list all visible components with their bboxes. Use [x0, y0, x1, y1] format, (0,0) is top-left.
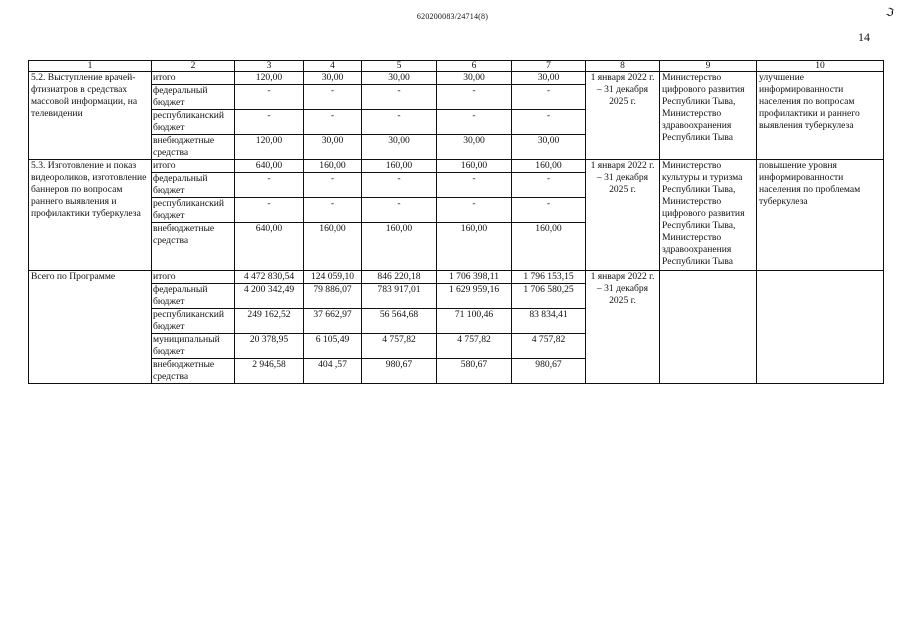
document-code: 620200083/24714(8): [416, 12, 489, 21]
column-header: 10: [757, 61, 884, 72]
funding-source: итого: [152, 160, 235, 173]
value-cell: -: [512, 173, 586, 198]
executor-cell: Министерство цифрового развития Республики Тыва, Министерство здравоохранения Республики Тыва: [660, 72, 757, 160]
value-cell: -: [362, 173, 437, 198]
value-cell: -: [437, 85, 512, 110]
funding-source: федеральный бюджет: [152, 173, 235, 198]
value-cell: -: [235, 173, 304, 198]
value-cell: 1 796 153,15: [512, 271, 586, 284]
value-cell: 404 ,57: [304, 359, 362, 384]
value-cell: 30,00: [304, 135, 362, 160]
executor-cell: [660, 271, 757, 384]
value-cell: -: [235, 110, 304, 135]
corner-mark-icon: ℑ: [884, 6, 895, 20]
value-cell: -: [437, 198, 512, 223]
result-cell: [757, 271, 884, 384]
column-header: 2: [152, 61, 235, 72]
value-cell: 160,00: [437, 160, 512, 173]
value-cell: 4 757,82: [437, 334, 512, 359]
value-cell: -: [362, 198, 437, 223]
funding-source: внебюджетные средства: [152, 359, 235, 384]
value-cell: 30,00: [362, 135, 437, 160]
value-cell: 30,00: [437, 72, 512, 85]
period-cell: 1 января 2022 г. – 31 декабря 2025 г.: [586, 72, 660, 160]
activity-name: Всего по Программе: [29, 271, 152, 384]
value-cell: -: [437, 110, 512, 135]
value-cell: -: [235, 198, 304, 223]
value-cell: 1 629 959,16: [437, 284, 512, 309]
value-cell: 30,00: [512, 72, 586, 85]
value-cell: -: [304, 198, 362, 223]
table-row: [29, 160, 884, 173]
value-cell: 846 220,18: [362, 271, 437, 284]
result-cell: повышение уровня информированности населения по проблемам туберкулеза: [757, 160, 884, 271]
value-cell: -: [362, 110, 437, 135]
value-cell: 2 946,58: [235, 359, 304, 384]
value-cell: 783 917,01: [362, 284, 437, 309]
value-cell: 160,00: [437, 223, 512, 271]
value-cell: 160,00: [304, 223, 362, 271]
period-cell: 1 января 2022 г. – 31 декабря 2025 г.: [586, 271, 660, 384]
program-table: [28, 60, 884, 384]
value-cell: -: [512, 198, 586, 223]
value-cell: 30,00: [437, 135, 512, 160]
value-cell: 160,00: [512, 160, 586, 173]
column-header: 8: [586, 61, 660, 72]
value-cell: 160,00: [304, 160, 362, 173]
activity-name: 5.3. Изготовление и показ видеороликов, изготовление баннеров по вопросам раннего выявления и профилактики туберкулеза: [29, 160, 152, 271]
funding-source: итого: [152, 72, 235, 85]
column-header: 4: [304, 61, 362, 72]
page-number: 14: [858, 30, 870, 44]
value-cell: 580,67: [437, 359, 512, 384]
value-cell: 4 200 342,49: [235, 284, 304, 309]
value-cell: 980,67: [362, 359, 437, 384]
value-cell: 71 100,46: [437, 309, 512, 334]
value-cell: 4 757,82: [362, 334, 437, 359]
value-cell: -: [304, 85, 362, 110]
result-cell: улучшение информированности населения по вопросам профилактики и раннего выявления туберкулеза: [757, 72, 884, 160]
value-cell: 249 162,52: [235, 309, 304, 334]
column-header: 9: [660, 61, 757, 72]
table-row: [29, 271, 884, 284]
value-cell: 6 105,49: [304, 334, 362, 359]
value-cell: 120,00: [235, 135, 304, 160]
value-cell: 980,67: [512, 359, 586, 384]
column-header-row: [29, 61, 884, 72]
value-cell: -: [512, 110, 586, 135]
column-header: 1: [29, 61, 152, 72]
funding-source: муниципальный бюджет: [152, 334, 235, 359]
value-cell: 160,00: [512, 223, 586, 271]
value-cell: 1 706 580,25: [512, 284, 586, 309]
value-cell: -: [304, 173, 362, 198]
funding-source: внебюджетные средства: [152, 223, 235, 271]
value-cell: 160,00: [362, 223, 437, 271]
value-cell: 124 059,10: [304, 271, 362, 284]
value-cell: 30,00: [304, 72, 362, 85]
value-cell: 640,00: [235, 160, 304, 173]
table-row: [29, 72, 884, 85]
value-cell: 30,00: [512, 135, 586, 160]
value-cell: 4 472 830,54: [235, 271, 304, 284]
value-cell: 1 706 398,11: [437, 271, 512, 284]
value-cell: 30,00: [362, 72, 437, 85]
column-header: 5: [362, 61, 437, 72]
value-cell: -: [304, 110, 362, 135]
funding-source: итого: [152, 271, 235, 284]
value-cell: -: [362, 85, 437, 110]
column-header: 6: [437, 61, 512, 72]
activity-name: 5.2. Выступление врачей-фтизиатров в средствах массовой информации, на телевидении: [29, 72, 152, 160]
value-cell: 56 564,68: [362, 309, 437, 334]
value-cell: -: [437, 173, 512, 198]
column-header: 7: [512, 61, 586, 72]
period-cell: 1 января 2022 г. – 31 декабря 2025 г.: [586, 160, 660, 271]
value-cell: 83 834,41: [512, 309, 586, 334]
value-cell: 20 378,95: [235, 334, 304, 359]
value-cell: 640,00: [235, 223, 304, 271]
value-cell: 79 886,07: [304, 284, 362, 309]
value-cell: 4 757,82: [512, 334, 586, 359]
funding-source: республиканский бюджет: [152, 309, 235, 334]
value-cell: -: [512, 85, 586, 110]
value-cell: -: [235, 85, 304, 110]
value-cell: 160,00: [362, 160, 437, 173]
column-header: 3: [235, 61, 304, 72]
value-cell: 120,00: [235, 72, 304, 85]
executor-cell: Министерство культуры и туризма Республики Тыва, Министерство цифрового развития Республики Тыва, Министерство здравоохранения Республики Тыва: [660, 160, 757, 271]
funding-source: федеральный бюджет: [152, 284, 235, 309]
value-cell: 37 662,97: [304, 309, 362, 334]
funding-source: внебюджетные средства: [152, 135, 235, 160]
funding-source: республиканский бюджет: [152, 198, 235, 223]
funding-source: федеральный бюджет: [152, 85, 235, 110]
funding-source: республиканский бюджет: [152, 110, 235, 135]
